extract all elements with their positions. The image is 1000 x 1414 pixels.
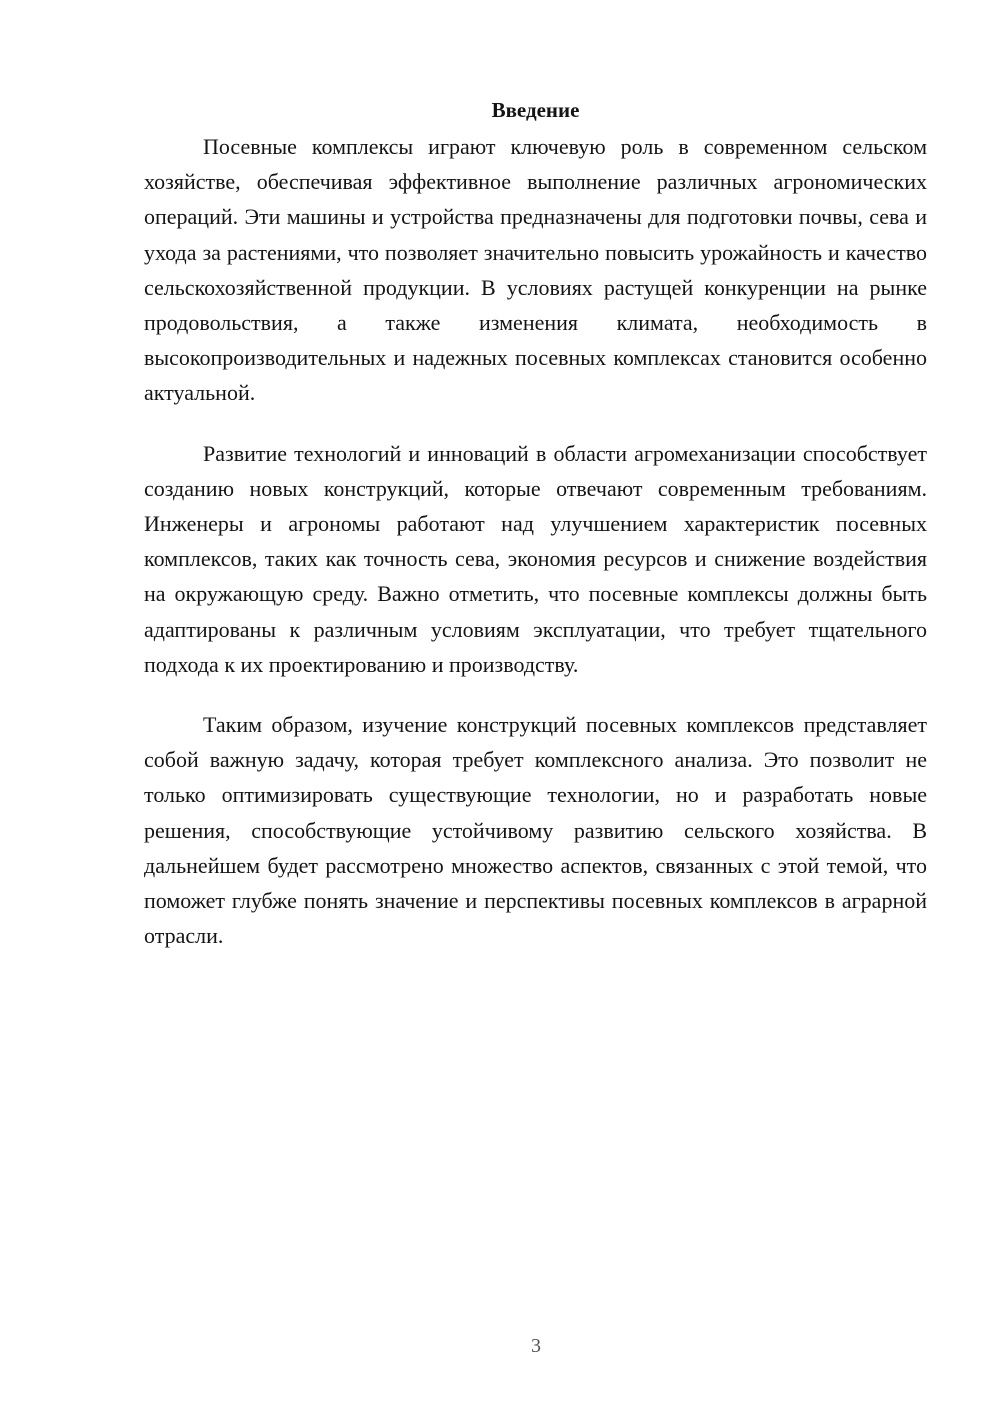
page-content <box>144 95 927 978</box>
paragraph-1: Посевные комплексы играют ключевую роль в современном сельском хозяйстве, обеспечивая эффективное выполнение различных агрономических операций. Эти машины и устройства предназначены для подготовки почвы, сева и ухода за растениями, что позволяет значительно повысить урожайность и качество сельскохозяйственной продукции. В условиях растущей конкуренции на рынке продовольствия, а также изменения климата, необходимость в высокопроизводительных и надежных посевных комплексах становится особенно актуальной. <box>144 134 927 406</box>
section-heading: Введение <box>491 98 580 122</box>
paragraph-3: Таким образом, изучение конструкций посевных комплексов представляет собой важную задачу, которая требует комплексного анализа. Это позволит не только оптимизировать существующие технологии, но и разработать новые решения, способствующие устойчивому развитию сельского хозяйства. В дальнейшем будет рассмотрено множество аспектов, связанных с этой темой, что поможет глубже понять значение и перспективы посевных комплексов в аграрной отрасли. <box>144 712 927 949</box>
paragraph-2: Развитие технологий и инноваций в области агромеханизации способствует созданию новых конструкций, которые отвечают современным требованиям. Инженеры и агрономы работают над улучшением характеристик посевных комплексов, таких как точность сева, экономия ресурсов и снижение воздействия на окружающую среду. Важно отметить, что посевные комплексы должны быть адаптированы к различным условиям эксплуатации, что требует тщательного подхода к их проектированию и производству. <box>144 440 927 677</box>
page-number: 3 <box>531 1335 541 1357</box>
